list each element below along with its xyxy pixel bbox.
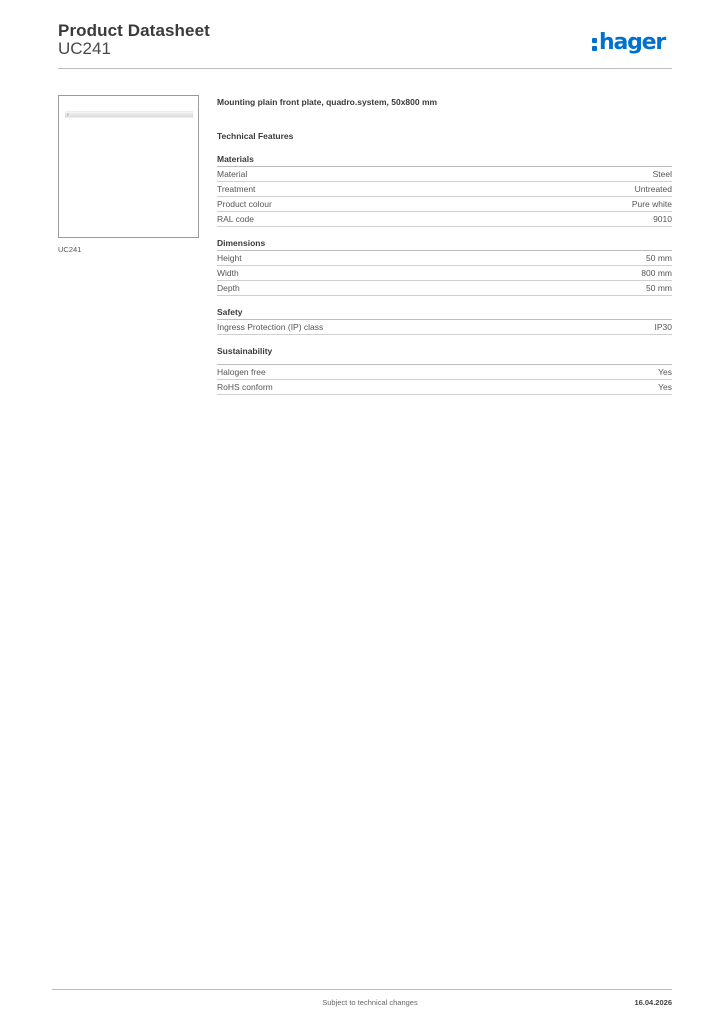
table-row bbox=[217, 266, 672, 281]
image-caption: UC241 bbox=[58, 245, 82, 254]
front-plate-illustration bbox=[65, 111, 193, 118]
spec-area bbox=[217, 95, 672, 395]
row-label: Treatment bbox=[217, 184, 256, 194]
row-label: Depth bbox=[217, 283, 240, 293]
row-value: 800 mm bbox=[641, 268, 672, 278]
footer-date: 16.04.2026 bbox=[634, 998, 672, 1007]
section-safety bbox=[217, 305, 672, 335]
table-row bbox=[217, 320, 672, 335]
section-title: Sustainability bbox=[217, 346, 273, 356]
row-value: 50 mm bbox=[646, 283, 672, 293]
section-sustainability bbox=[217, 344, 672, 395]
technical-features-heading: Technical Features bbox=[217, 131, 294, 141]
table-row bbox=[217, 251, 672, 266]
row-label: Material bbox=[217, 169, 248, 179]
row-label: Height bbox=[217, 253, 242, 263]
section-title: Safety bbox=[217, 305, 672, 320]
table-row bbox=[217, 212, 672, 227]
row-label: Product colour bbox=[217, 199, 272, 209]
row-value: Yes bbox=[658, 382, 672, 392]
table-row bbox=[217, 365, 672, 380]
hager-logo[interactable] bbox=[592, 28, 665, 58]
logo-text: hager bbox=[599, 30, 666, 55]
product-description: Mounting plain front plate, quadro.system, 50x800 mm bbox=[217, 97, 438, 107]
row-value: Steel bbox=[652, 169, 672, 179]
row-label: RoHS conform bbox=[217, 382, 273, 392]
section-dimensions bbox=[217, 236, 672, 296]
page-title: Product Datasheet bbox=[58, 21, 210, 40]
table-row bbox=[217, 281, 672, 296]
row-value: Yes bbox=[658, 367, 672, 377]
table-row bbox=[217, 182, 672, 197]
section-materials bbox=[217, 152, 672, 227]
row-value: Pure white bbox=[631, 199, 672, 209]
row-value: 9010 bbox=[653, 214, 672, 224]
section-title: Dimensions bbox=[217, 236, 672, 251]
row-label: RAL code bbox=[217, 214, 255, 224]
header-divider bbox=[58, 68, 672, 69]
row-label: Ingress Protection (IP) class bbox=[217, 322, 324, 332]
footer-divider bbox=[52, 989, 672, 990]
product-image bbox=[58, 95, 199, 238]
row-value: Untreated bbox=[634, 184, 672, 194]
footer-note: Subject to technical changes bbox=[322, 998, 418, 1007]
row-label: Halogen free bbox=[217, 367, 266, 377]
logo-colon-icon bbox=[592, 33, 597, 53]
row-value: 50 mm bbox=[646, 253, 672, 263]
table-row bbox=[217, 380, 672, 395]
section-title: Materials bbox=[217, 152, 672, 167]
product-code: UC241 bbox=[58, 39, 111, 58]
row-value: IP30 bbox=[654, 322, 672, 332]
table-row bbox=[217, 197, 672, 212]
table-row bbox=[217, 167, 672, 182]
row-label: Width bbox=[217, 268, 239, 278]
